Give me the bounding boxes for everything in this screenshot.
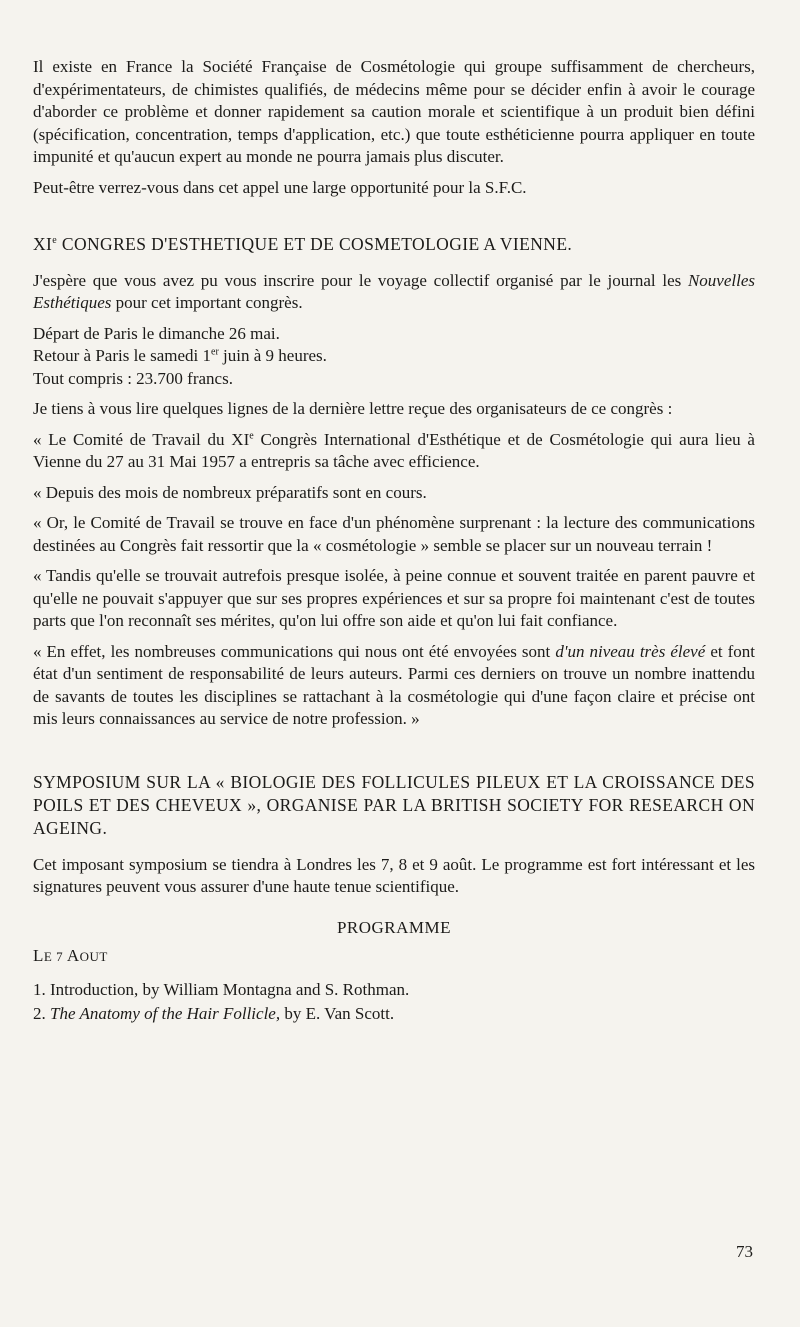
symposium-heading: SYMPOSIUM SUR LA « BIOLOGIE DES FOLLICULES PILEUX ET LA CROISSANCE DES POILS ET DES CHEVEUX », ORGANISE PAR LA BRITISH SOCIETY FOR RESEARCH ON AGEING.	[33, 771, 755, 838]
text-run: juin à 9 heures.	[218, 346, 327, 365]
emphasis: d'un niveau très élevé	[555, 641, 706, 661]
intro-paragraph-sfc: Peut-être verrez-vous dans cet appel une large opportunité pour la S.F.C.	[33, 177, 527, 197]
text-run: L	[33, 946, 44, 965]
departure-line: Départ de Paris le dimanche 26 mai.	[33, 323, 280, 343]
text-run: A	[66, 946, 80, 965]
congress-intro	[33, 270, 755, 315]
text-run: Retour à Paris le samedi 1	[33, 346, 211, 365]
text-run: Congrès International d'Esthétique et de Cosmétologie qui aura lieu à Vienne du 27 au 31 Mai 1957 a entrepris sa tâche avec efficience.	[33, 429, 755, 471]
journal-title: Nouvelles Esthétiques	[33, 270, 755, 312]
page-number: 73	[736, 1242, 753, 1261]
programme-item	[33, 979, 755, 1002]
text-run: et font état d'un sentiment de responsabilité de leurs auteurs. Parmi ces derniers on trouve un nombre inattendu de savants de toutes les disciplines se rattachant à la cosmétologie qui d'une façon claire et précise ont mis leurs connaissances au service de notre profession. »	[33, 641, 756, 728]
heading-superscript: e	[52, 235, 58, 247]
quote-paragraph-2: « Depuis des mois de nombreux préparatifs sont en cours.	[33, 482, 427, 502]
symposium-paragraph: Cet imposant symposium se tiendra à Londres les 7, 8 et 9 août. Le programme est fort intéressant et les signatures peuvent vous assurer d'une haute tenue scientifique.	[33, 854, 755, 896]
item-text: by E. Van Scott.	[280, 1004, 395, 1023]
item-number: 1.	[33, 979, 46, 999]
heading-text: CONGRES D'ESTHETIQUE ET DE COSMETOLOGIE A VIENNE.	[57, 234, 573, 254]
programme-title: PROGRAMME	[336, 917, 452, 937]
superscript: e	[249, 429, 254, 441]
item-number: 2.	[33, 1004, 46, 1023]
text-run: « Le Comité de Travail du XI	[33, 429, 250, 449]
quote-paragraph-3: « Or, le Comité de Travail se trouve en face d'un phénomène surprenant : la lecture des communications destinées au Congrès fait ressortir que la « cosmétologie » semble se placer sur un nouveau terrain !	[33, 513, 755, 555]
page-content	[33, 56, 755, 1028]
quote-paragraph-4: « Tandis qu'elle se trouvait autrefois presque isolée, à peine connue et souvent traitée en parent pauvre et qu'elle ne pouvait s'appuyer que sur ses propres expériences et sur sa propre foi maintenant c'est de toutes parts que l'on reconnaît ses mérites, qu'on lui offre son aide et qu'on lui fait confiance.	[33, 566, 755, 630]
item-title: The Anatomy of the Hair Follicle,	[50, 1004, 281, 1023]
return-line	[33, 345, 755, 368]
programme-item	[33, 1003, 755, 1026]
congress-letter-intro: Je tiens à vous lire quelques lignes de la dernière lettre reçue des organisateurs de ce congrès :	[33, 399, 673, 418]
congress-heading	[33, 233, 755, 256]
heading-roman-numeral: XI	[33, 234, 53, 254]
price-line: Tout compris : 23.700 francs.	[33, 368, 233, 388]
quote-paragraph-5	[33, 641, 755, 731]
text-run: OUT	[79, 949, 108, 964]
quote-paragraph-1	[33, 429, 755, 474]
superscript: er	[211, 346, 219, 358]
text-run: E 7	[43, 949, 67, 964]
programme-day	[33, 945, 755, 969]
text-run: J'espère que vous avez pu vous inscrire pour le voyage collectif organisé par le journal les	[33, 270, 688, 290]
text-run: « En effet, les nombreuses communications qui nous ont été envoyées sont	[33, 641, 556, 661]
item-text: Introduction, by William Montagna and S. Rothman.	[50, 979, 410, 999]
intro-paragraph: Il existe en France la Société Française de Cosmétologie qui groupe suffisamment de chercheurs, d'expérimentateurs, de chimistes qualifiés, de médecins même pour se décider enfin à avoir le courage d'aborder ce problème et donner rapidement sa caution morale et scientifique à un produit bien défini (spécification, concentration, temps d'application, etc.) que toute esthéticienne pourra appliquer en toute impunité et qu'aucun expert au monde ne pourra jamais plus discuter.	[33, 57, 755, 166]
text-run: pour cet important congrès.	[111, 293, 303, 312]
